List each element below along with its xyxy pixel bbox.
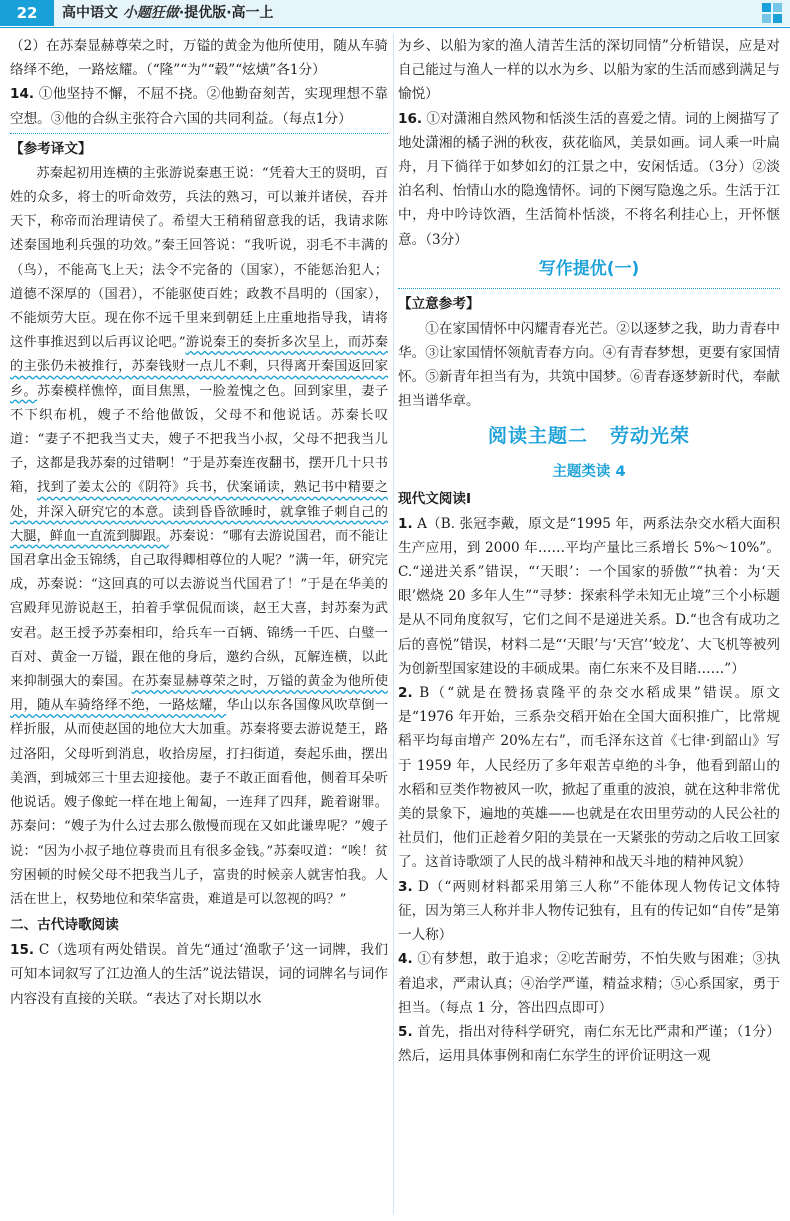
q15	[10, 938, 388, 1011]
book-title-subject: 高中语文	[62, 5, 118, 21]
q3-number: 3.	[398, 878, 413, 895]
q14-text: ①他坚持不懈，不屈不挠。②他勤奋刻苦，实现理想不靠空想。③他的合纵主张符合六国的共同利益。（每点1分）	[10, 86, 388, 127]
lizhi-text: ①在家国情怀中闪耀青春光芒。②以逐梦之我，助力青春中华。③让家国情怀领航青春方向。④有青春梦想，更要有家国情怀。⑤新青年担当有为，共筑中国梦。⑥青春逐梦新时代，奉献担当谱华章。	[398, 320, 780, 410]
modern-reading-heading: 现代文阅读Ⅰ	[398, 490, 472, 507]
q1-number: 1.	[398, 515, 413, 532]
q4	[398, 947, 780, 1020]
q5	[398, 1020, 780, 1068]
translation-underline-1: 游说秦王的奏折多次呈上，而苏秦的主张仍未被推行，苏秦钱财一点儿不剩，只得离开秦国返回家乡。	[10, 335, 388, 399]
q15-continued: 为乡、以船为家的渔人清苦生活的深切同情”分析错误，应是对自己能过与渔人一样的以水为乡、以船为家的生活而感到满足与愉悦）	[398, 38, 780, 103]
translation-underline-2: 找到了姜太公的《阴符》兵书，伏案诵读，熟记书中精要之处，并深入研究它的本意。读到昏昏欲睡时，就拿锥子刺自己的大腿，鲜血一直流到脚跟。	[10, 480, 389, 544]
right-column	[398, 34, 780, 1068]
q16-number: 16.	[398, 110, 423, 127]
dotted-divider	[10, 133, 388, 134]
translation-part-1: 苏秦起初用连横的主张游说秦惠王说：“凭着大王的贤明，百姓的众多，将士的听命效劳，兵法的熟习，可以兼并诸侯，吞并天下，称帝而治理请侯了。希望大王稍稍留意我的话，我请求陈述秦国地利兵强的功效。”秦王回答说：“我听说，羽毛不丰满的（鸟），不能高飞上天；法令不完备的（国家），不能惩治犯人；道德不深厚的（国君），不能驱使百姓；政教不昌明的（国家），不能烦劳大臣。现在你不远千里来到朝廷上庄重地指导我，请将这件事推迟到以后再议论吧。”	[10, 165, 388, 351]
translation-part-2: 苏秦模样憔悴，面目焦黑，一脸羞愧之色。回到家里，妻子不下织布机，嫂子不给他做饭，父母不和他说话。苏秦长叹道：“妻子不把我当丈夫，嫂子不把我当小叔，父母不把我当儿子，这都是我苏秦的过错啊！”于是苏秦连夜翻书，摆开几十只书箱，	[10, 383, 389, 496]
q5-number: 5.	[398, 1023, 413, 1040]
q1	[398, 512, 780, 681]
brand-logo-text: 小题狂做	[122, 5, 179, 21]
q3	[398, 875, 780, 948]
translation-body	[10, 162, 388, 912]
book-title-edition: ·提优版·高一上	[178, 5, 274, 21]
theme-title-b: 劳动光荣	[610, 424, 691, 447]
section-2-heading: 二、古代诗歌阅读	[10, 917, 119, 934]
translation-part-4: 华山以东各国像风吹草倒一样折服，从而使赵国的地位大大加重。苏秦将要去游说楚王，路过洛阳，父母听到消息，收拾房屋，打扫街道，奏起乐曲，摆出美酒，到城郊三十里去迎接他。妻子不敢正面看他，侧着耳朵听他说话。嫂子像蛇一样在地上匍匐，一连拜了四拜，跪着谢罪。苏秦问：“嫂子为什么过去那么傲慢而现在又如此谦卑呢？”嫂子说：“因为小叔子地位尊贵而且有很多金钱。”苏秦叹道：“唉！贫穷困顿的时候父母不把我当儿子，富贵的时候亲人就害怕我。人活在世上，权势地位和荣华富贵，难道是可以忽视的吗？”	[10, 698, 389, 907]
dotted-divider	[398, 288, 780, 289]
header-squares-icon	[762, 3, 782, 23]
q16-text: ①对潇湘自然风物和恬淡生活的喜爱之情。词的上阕描写了地处潇湘的橘子洲的秋夜，荻花临风，美景如画。词人乘一叶扁舟，月下徜徉于如梦如幻的江景之中，安闲恬适。（3分）②淡泊名利、怡情山水的隐逸情怀。词的下阕写隐逸之乐。生活于江中，舟中吟诗饮酒，生活简朴恬淡，不将名利挂心上，开怀惬意。（3分）	[398, 110, 780, 248]
q4-text: ①有梦想，敢于追求；②吃苦耐劳，不怕失败与困难；③执着追求，严肃认真；④治学严谨，精益求精；⑤心系国家，勇于担当。（每点 1 分，答出四点即可）	[398, 951, 781, 1016]
q14	[10, 82, 388, 130]
translation-part-3: 苏秦说：“哪有去游说国君，而不能让国君拿出金玉锦绣，自己取得卿相尊位的人呢？”满一年，研究完成，苏秦说：“这回真的可以去游说当代国君了！”于是在华美的宫殿拜见游说赵王，拍着手掌侃侃而谈，赵王大喜，封苏秦为武安君。赵王授予苏秦相印，给兵车一百辆、锦绣一千匹、白璧一百对、黄金一万镒，跟在他的身后，邀约合纵，瓦解连横，以此来抑制强大的秦国。	[10, 528, 388, 690]
q16	[398, 107, 780, 252]
theme-title-a: 阅读主题二	[487, 424, 588, 447]
writing-section-title: 写作提优(一)	[538, 258, 640, 279]
q5-text: 首先，指出对待科学研究，南仁东无比严肃和严谨；（1分）然后，运用具体事例和南仁东学生的评价证明这一观	[398, 1023, 780, 1065]
left-column	[10, 34, 388, 1011]
column-divider	[393, 34, 394, 1214]
q15-number: 15.	[10, 942, 35, 959]
translation-underline-3: 在苏秦显赫尊荣之时，万镒的黄金为他所使用，随从车骑络绎不绝，一路炫耀，	[10, 674, 389, 714]
translation-heading: 【参考译文】	[10, 140, 92, 157]
q3-text: D（“两则材料都采用第三人称”不能体现人物传记文体特征，因为第三人称并非人物传记独有，且有的传记如“自传”是第一人称）	[398, 878, 780, 944]
q2-text: B（“就是在赞扬袁隆平的杂交水稻成果”错误。原文是“1976 年开始，三系杂交稻开始在全国大面积推广，比常规稻平均每亩增产 20%左右”，而毛泽东这首《七律·到韶山》写于 1959 年，人民经历了多年艰苦卓绝的斗争，他看到韶山的水稻和豆类作物被风一吹，掀起了重重的波浪，就在这种非常优美的景象下，遍地的英雄——也就是在农田里劳动的人民公社的社员们，他们正趁着夕阳的美景在一天紧张的劳动之后收工回家了。这首诗歌颂了人民的战斗精神和战天斗地的精神风貌）	[398, 685, 780, 871]
q1-text: A（B. 张冠李戴，原文是“1995 年，两系法杂交水稻大面积生产应用，到 2000 年……平均产量比三系增长 5%～10%”。C.“递进关系”错误，“‘天眼’：一个国家的骄傲”“执着：为‘天眼’燃烧 20 多年人生”“寻梦：探索科学未知无止境”三个小标题是从不同角度叙写，它们之间不是递进关系。D.“也含有成功之后的喜悦”错误，材料二是“‘天眼’与‘天宫’‘蛟龙’、大飞机等被列为创新型国家建设的丰硕成果。南仁东来不及目睹……”）	[398, 515, 780, 677]
q4-number: 4.	[398, 951, 413, 968]
q14-number: 14.	[10, 86, 35, 103]
q15-text: C（选项有两处错误。首先“通过‘渔歌子’这一词牌，我们可知本词叙写了江边渔人的生活”说法错误，词的词牌名与词作内容没有直接的关联。“表达了对长期以水	[10, 942, 388, 1007]
lizhi-heading: 【立意参考】	[398, 295, 480, 312]
sub-theme-title: 主题类读 4	[552, 463, 626, 480]
q13-continued: （2）在苏秦显赫尊荣之时，万镒的黄金为他所使用，随从车骑络绎不绝，一路炫耀。（“隆”“为”“毂”“炫熿”各1分）	[10, 38, 388, 79]
page-number: 22	[0, 0, 54, 26]
header-divider	[0, 27, 790, 28]
page-header	[0, 0, 790, 26]
book-title	[62, 0, 274, 26]
theme-title	[398, 414, 780, 458]
q2-number: 2.	[398, 685, 413, 702]
q2	[398, 681, 780, 875]
